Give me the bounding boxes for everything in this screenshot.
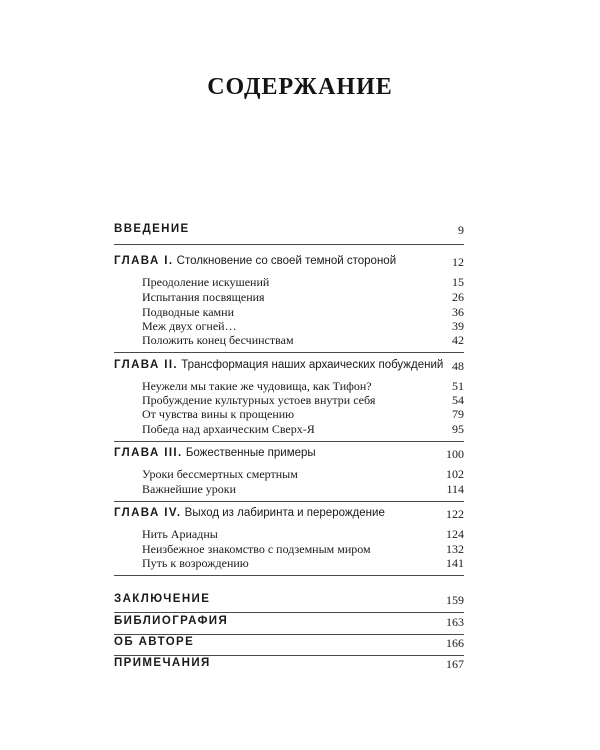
toc-page-number: 39 [452, 319, 464, 333]
subsection-title: Пробуждение культурных устоев внутри себя [142, 393, 376, 407]
toc-intro-row [114, 223, 464, 239]
toc-section-label: ОБ АВТОРЕ [114, 636, 195, 648]
toc-subsection-row [114, 482, 464, 498]
divider [114, 244, 464, 245]
chapter-title: Трансформация наших архаических побуждений [181, 359, 444, 371]
toc-page-number: 167 [446, 657, 464, 671]
toc-subsection-row [114, 527, 464, 543]
subsection-title: Победа над архаическим Сверх-Я [142, 422, 315, 436]
divider [114, 655, 464, 656]
toc-page-number: 15 [452, 275, 464, 289]
divider [114, 352, 464, 353]
page-title: СОДЕРЖАНИЕ [207, 74, 393, 100]
subsection-title: Неужели мы такие же чудовища, как Тифон? [142, 379, 372, 393]
toc-page-number: 102 [446, 467, 464, 481]
toc-chapter-4-row [114, 507, 464, 523]
toc-page-number: 141 [446, 556, 464, 570]
divider [114, 612, 464, 613]
toc-bibliography-row [114, 615, 464, 631]
toc-page-number: 159 [446, 593, 464, 607]
toc-chapter-2-row [114, 359, 464, 375]
subsection-title: Испытания посвящения [142, 290, 265, 304]
toc-section-label: ПРИМЕЧАНИЯ [114, 657, 211, 669]
toc-page-number: 100 [446, 447, 464, 461]
chapter-label: ГЛАВА IV. [114, 507, 182, 519]
toc-subsection-row [114, 275, 464, 291]
toc-chapter-1-row [114, 255, 464, 271]
toc-page-number: 36 [452, 305, 464, 319]
divider [114, 634, 464, 635]
subsection-title: Неизбежное знакомство с подземным миром [142, 542, 371, 556]
divider [114, 441, 464, 442]
toc-page-number: 51 [452, 379, 464, 393]
subsection-title: Преодоление искушений [142, 275, 270, 289]
toc-page-number: 48 [452, 359, 464, 373]
toc-page-number: 163 [446, 615, 464, 629]
subsection-title: Важнейшие уроки [142, 482, 237, 496]
toc-subsection-row [114, 556, 464, 572]
toc-section-label: ВВЕДЕНИЕ [114, 223, 190, 235]
divider [114, 501, 464, 502]
toc-page-number: 26 [452, 290, 464, 304]
toc-author-row [114, 636, 464, 652]
subsection-title: Меж двух огней… [142, 319, 237, 333]
chapter-label: ГЛАВА I. [114, 255, 174, 267]
subsection-title: Подводные камни [142, 305, 234, 319]
toc-page-number: 95 [452, 422, 464, 436]
toc-subsection-row [114, 407, 464, 423]
toc-page-number: 122 [446, 507, 464, 521]
chapter-title: Столкновение со своей темной стороной [176, 255, 397, 267]
toc-subsection-row [114, 467, 464, 483]
toc-page-number: 132 [446, 542, 464, 556]
toc-subsection-row [114, 422, 464, 438]
toc-conclusion-row [114, 593, 464, 609]
subsection-title: От чувства вины к прощению [142, 407, 295, 421]
toc-page-number: 166 [446, 636, 464, 650]
toc-page-number: 12 [452, 255, 464, 269]
chapter-label: ГЛАВА II. [114, 359, 179, 371]
chapter-title: Божественные примеры [185, 447, 316, 459]
toc-section-label: БИБЛИОГРАФИЯ [114, 615, 229, 627]
toc-subsection-row [114, 333, 464, 349]
toc-page-number: 79 [452, 407, 464, 421]
toc-page-number: 124 [446, 527, 464, 541]
divider [114, 575, 464, 576]
toc-section-label: ЗАКЛЮЧЕНИЕ [114, 593, 211, 605]
chapter-label: ГЛАВА III. [114, 447, 183, 459]
subsection-title: Нить Ариадны [142, 527, 218, 541]
toc-page-number: 9 [458, 223, 464, 237]
toc-subsection-row [114, 290, 464, 306]
toc-page-number: 114 [446, 482, 464, 496]
chapter-title: Выход из лабиринта и перерождение [184, 507, 385, 519]
subsection-title: Положить конец бесчинствам [142, 333, 294, 347]
subsection-title: Уроки бессмертных смертным [142, 467, 298, 481]
toc-page-number: 54 [452, 393, 464, 407]
toc-chapter-3-row [114, 447, 464, 463]
subsection-title: Путь к возрождению [142, 556, 249, 570]
toc-notes-row [114, 657, 464, 673]
toc-page-number: 42 [452, 333, 464, 347]
